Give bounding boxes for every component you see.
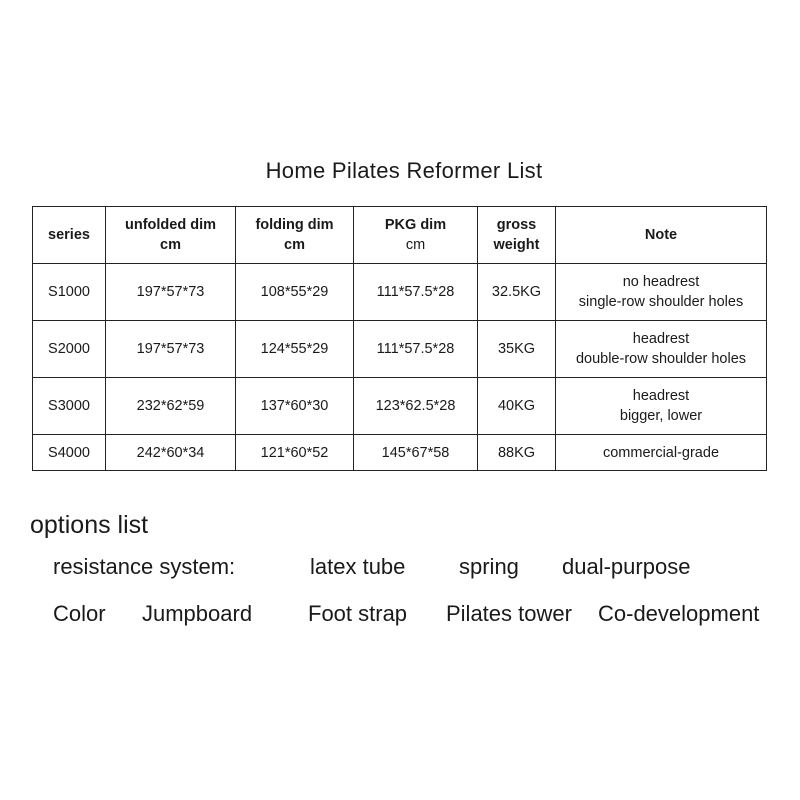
cell-folding: 137*60*30 (236, 378, 354, 435)
option-dual-purpose: dual-purpose (562, 554, 691, 579)
cell-pkg: 111*57.5*28 (354, 264, 478, 321)
cell-weight: 32.5KG (478, 264, 556, 321)
cell-note: headrest bigger, lower (556, 378, 767, 435)
resistance-system-label: resistance system: (53, 554, 236, 579)
cell-weight: 40KG (478, 378, 556, 435)
reformer-table (32, 206, 767, 471)
option-co-development: Co-development (598, 601, 760, 626)
cell-series: S2000 (33, 321, 106, 378)
cell-unfolded: 242*60*34 (106, 435, 236, 471)
table-row (33, 435, 767, 471)
page-title: Home Pilates Reformer List (265, 158, 543, 183)
cell-note: no headrest single-row shoulder holes (556, 264, 767, 321)
header-pkg-dim: PKG dim cm (354, 207, 478, 264)
header-unfolded-dim: unfolded dim cm (106, 207, 236, 264)
option-foot-strap: Foot strap (308, 601, 408, 626)
cell-note: headrest double-row shoulder holes (556, 321, 767, 378)
cell-pkg: 123*62.5*28 (354, 378, 478, 435)
header-note: Note (556, 207, 767, 264)
cell-series: S4000 (33, 435, 106, 471)
table-row (33, 321, 767, 378)
cell-unfolded: 197*57*73 (106, 264, 236, 321)
cell-folding: 124*55*29 (236, 321, 354, 378)
table-row (33, 378, 767, 435)
option-jumpboard: Jumpboard (142, 601, 253, 626)
cell-folding: 108*55*29 (236, 264, 354, 321)
cell-pkg: 145*67*58 (354, 435, 478, 471)
header-gross-weight: gross weight (478, 207, 556, 264)
table-row (33, 264, 767, 321)
cell-unfolded: 197*57*73 (106, 321, 236, 378)
header-folding-dim: folding dim cm (236, 207, 354, 264)
option-spring: spring (459, 554, 519, 579)
cell-series: S3000 (33, 378, 106, 435)
option-latex-tube: latex tube (310, 554, 406, 579)
option-pilates-tower: Pilates tower (446, 601, 572, 626)
cell-folding: 121*60*52 (236, 435, 354, 471)
header-series: series (33, 207, 106, 264)
cell-weight: 88KG (478, 435, 556, 471)
options-title: options list (30, 511, 149, 539)
table-header-row (33, 207, 767, 264)
cell-weight: 35KG (478, 321, 556, 378)
cell-note: commercial-grade (556, 435, 767, 471)
cell-pkg: 111*57.5*28 (354, 321, 478, 378)
option-color: Color (53, 601, 106, 626)
cell-series: S1000 (33, 264, 106, 321)
cell-unfolded: 232*62*59 (106, 378, 236, 435)
